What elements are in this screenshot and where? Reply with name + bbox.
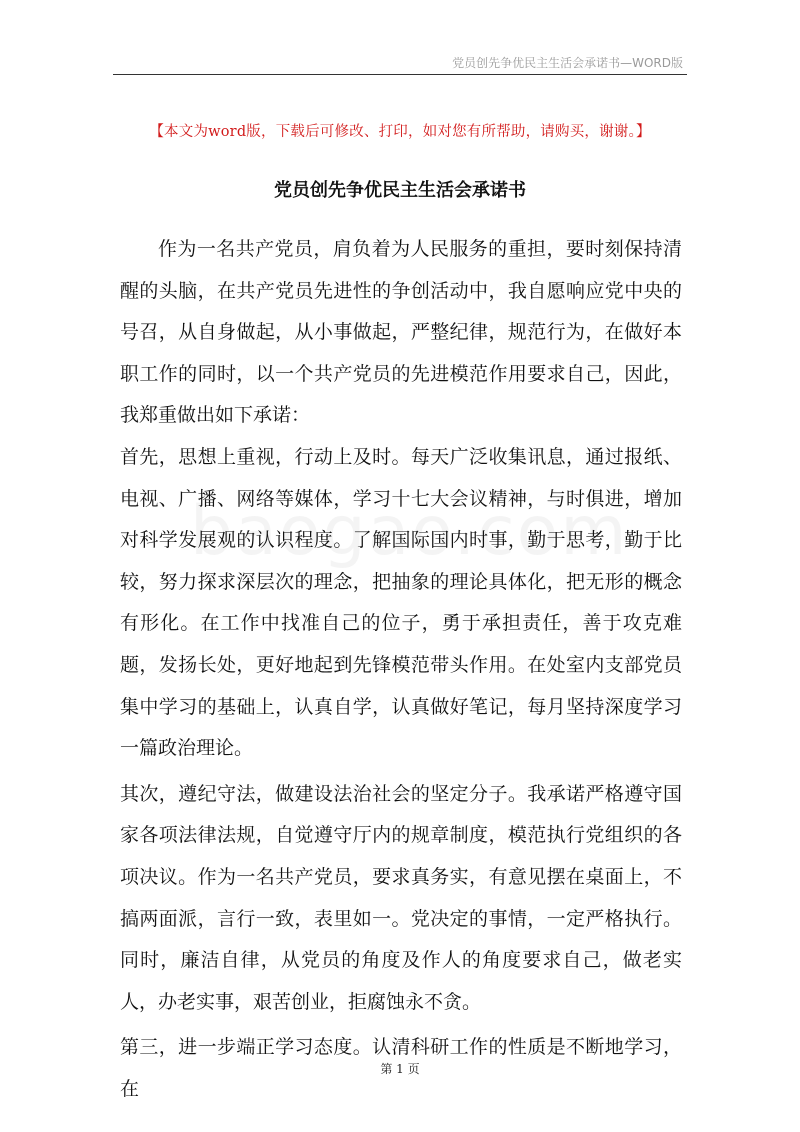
running-header: 党员创先争优民主生活会承诺书—WORD版 [452,56,683,70]
purchase-notice: 【本文为word版，下载后可修改、打印，如对您有所帮助，请购买，谢谢。】 [149,124,651,140]
document-title: 党员创先争优民主生活会承诺书 [274,180,526,201]
paragraph-second: 其次，遵纪守法，做建设法治社会的坚定分子。我承诺严格遵守国家各项法律法规，自觉遵守厅内的规章制度，模范执行党组织的各项决议。作为一名共产党员，要求真务实，有意见摆在桌面上，不搞两面派，言行一致，表里如一。党决定的事情，一定严格执行。同时，廉洁自律，从党员的角度及作人的角度要求自己，做老实人，办老实事，艰苦创业，拒腐蚀永不贪。 [120,782,682,1013]
paragraph-third: 第三，进一步端正学习态度。认清科研工作的性质是不断地学习，在 [120,1036,682,1100]
header-divider [113,74,687,75]
paragraph-intro: 作为一名共产党员，肩负着为人民服务的重担，要时刻保持清醒的头脑，在共产党员先进性的争创活动中，我自愿响应党中央的号召，从自身做起，从小事做起，严整纪律，规范行为，在做好本职工作的同时，以一个共产党员的先进模范作用要求自己，因此，我郑重做出如下承诺： [120,238,682,427]
document-body [120,229,682,1110]
page-number: 第 1 页 [380,1062,420,1076]
paragraph-first: 首先，思想上重视，行动上及时。每天广泛收集讯息，通过报纸、电视、广播、网络等媒体，学习十七大会议精神，与时俱进，增加对科学发展观的认识程度。了解国际国内时事，勤于思考，勤于比较，努力探求深层次的理念，把抽象的理论具体化，把无形的概念有形化。在工作中找准自己的位子，勇于承担责任，善于攻克难题，发扬长处，更好地起到先锋模范带头作用。在处室内支部党员集中学习的基础上，认真自学，认真做好笔记，每月坚持深度学习一篇政治理论。 [120,445,682,760]
